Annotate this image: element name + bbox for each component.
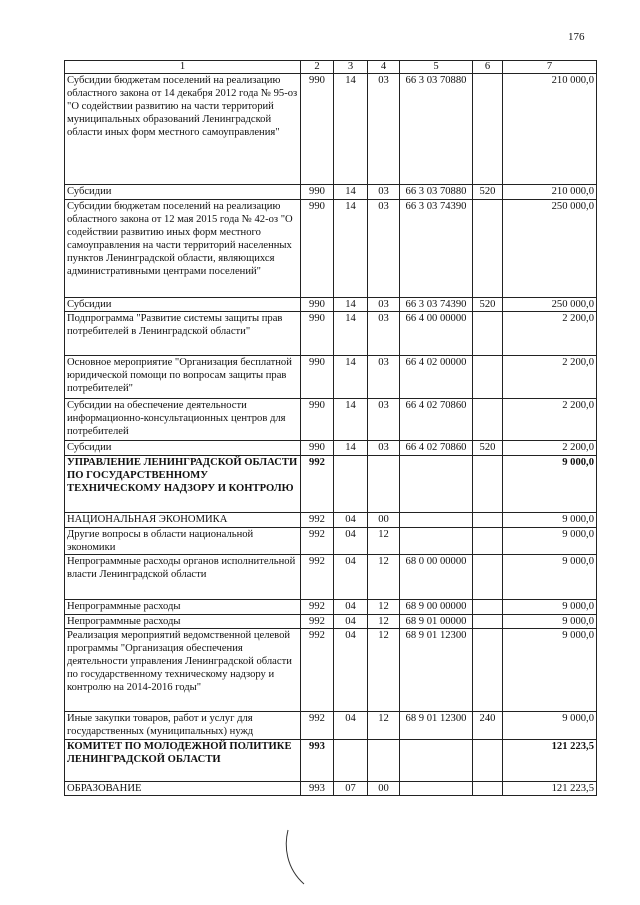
row-code: 992 (301, 513, 334, 528)
table-row (65, 185, 597, 200)
row-expense-type (473, 399, 503, 441)
table-row (65, 782, 597, 796)
row-section: 07 (334, 782, 368, 796)
row-section: 14 (334, 298, 368, 312)
table-row (65, 712, 597, 740)
row-code: 992 (301, 712, 334, 740)
row-expense-type: 240 (473, 712, 503, 740)
row-expense-type (473, 456, 503, 513)
row-section: 04 (334, 615, 368, 629)
row-expense-type (473, 615, 503, 629)
row-section: 14 (334, 74, 368, 185)
row-amount: 210 000,0 (503, 185, 597, 200)
row-target-article: 68 9 00 00000 (400, 600, 473, 615)
row-code: 992 (301, 555, 334, 600)
row-amount: 9 000,0 (503, 513, 597, 528)
column-header: 1 (65, 61, 301, 74)
row-target-article: 68 9 01 12300 (400, 629, 473, 712)
table-row (65, 513, 597, 528)
row-subsection: 03 (368, 356, 400, 399)
row-expense-type: 520 (473, 298, 503, 312)
row-code: 990 (301, 356, 334, 399)
row-target-article: 66 4 02 00000 (400, 356, 473, 399)
row-name: КОМИТЕТ ПО МОЛОДЕЖНОЙ ПОЛИТИКЕ ЛЕНИНГРАДСКОЙ ОБЛАСТИ (65, 740, 301, 782)
table-row (65, 456, 597, 513)
row-section (334, 456, 368, 513)
row-name: Субсидии (65, 441, 301, 456)
row-subsection: 03 (368, 312, 400, 356)
column-header: 3 (334, 61, 368, 74)
row-section: 04 (334, 513, 368, 528)
row-amount: 9 000,0 (503, 555, 597, 600)
row-code: 990 (301, 74, 334, 185)
row-amount: 9 000,0 (503, 456, 597, 513)
row-subsection: 03 (368, 441, 400, 456)
row-target-article: 68 0 00 00000 (400, 555, 473, 600)
row-subsection: 12 (368, 629, 400, 712)
table-row (65, 555, 597, 600)
table-row (65, 528, 597, 555)
row-amount: 2 200,0 (503, 356, 597, 399)
column-header: 2 (301, 61, 334, 74)
column-header: 5 (400, 61, 473, 74)
row-subsection (368, 456, 400, 513)
row-amount: 250 000,0 (503, 298, 597, 312)
row-target-article: 68 9 01 00000 (400, 615, 473, 629)
row-name: Другие вопросы в области национальной экономики (65, 528, 301, 555)
table-row (65, 312, 597, 356)
row-section: 14 (334, 312, 368, 356)
row-subsection: 03 (368, 298, 400, 312)
row-target-article (400, 528, 473, 555)
row-amount: 9 000,0 (503, 712, 597, 740)
row-section: 14 (334, 399, 368, 441)
row-code: 992 (301, 629, 334, 712)
row-amount: 2 200,0 (503, 312, 597, 356)
row-code: 990 (301, 185, 334, 200)
row-subsection: 03 (368, 399, 400, 441)
row-subsection: 00 (368, 513, 400, 528)
row-code: 992 (301, 456, 334, 513)
row-amount: 2 200,0 (503, 399, 597, 441)
row-code: 992 (301, 600, 334, 615)
row-target-article: 66 3 03 70880 (400, 74, 473, 185)
table-row (65, 600, 597, 615)
row-subsection: 03 (368, 200, 400, 298)
row-expense-type (473, 782, 503, 796)
row-expense-type (473, 528, 503, 555)
table-row (65, 399, 597, 441)
row-name: Реализация мероприятий ведомственной целевой программы "Организация обеспечения деятельности управления Ленинградской области по государственному техническому надзору и контролю на 2014-2016 годы" (65, 629, 301, 712)
row-section: 04 (334, 528, 368, 555)
column-header: 4 (368, 61, 400, 74)
row-section: 14 (334, 356, 368, 399)
row-amount: 2 200,0 (503, 441, 597, 456)
row-name: Подпрограмма "Развитие системы защиты прав потребителей в Ленинградской области" (65, 312, 301, 356)
row-name: Субсидии бюджетам поселений на реализацию областного закона от 12 мая 2015 года № 42-оз "О содействии развитию иных форм местного самоуправления на части территорий населенных пунктов Ленинградской области, являющихся административными центрами поселений" (65, 200, 301, 298)
row-code: 990 (301, 298, 334, 312)
row-expense-type: 520 (473, 441, 503, 456)
table-row (65, 356, 597, 399)
row-expense-type: 520 (473, 185, 503, 200)
row-name: Субсидии бюджетам поселений на реализацию областного закона от 14 декабря 2012 года № 95-оз "О содействии развитию на части территорий муниципальных образований Ленинградской области иных форм местного самоуправления" (65, 74, 301, 185)
row-code: 993 (301, 740, 334, 782)
row-target-article (400, 456, 473, 513)
row-subsection: 12 (368, 712, 400, 740)
row-name: Непрограммные расходы (65, 615, 301, 629)
table-row (65, 298, 597, 312)
row-expense-type (473, 555, 503, 600)
row-expense-type (473, 200, 503, 298)
row-target-article: 68 9 01 12300 (400, 712, 473, 740)
row-section (334, 740, 368, 782)
row-section: 14 (334, 441, 368, 456)
table-row (65, 615, 597, 629)
row-expense-type (473, 600, 503, 615)
row-subsection: 00 (368, 782, 400, 796)
row-amount: 210 000,0 (503, 74, 597, 185)
row-subsection: 12 (368, 528, 400, 555)
row-subsection: 03 (368, 74, 400, 185)
row-target-article: 66 4 02 70860 (400, 441, 473, 456)
table-row (65, 74, 597, 185)
row-target-article (400, 782, 473, 796)
row-subsection (368, 740, 400, 782)
row-expense-type (473, 356, 503, 399)
table-row (65, 200, 597, 298)
row-amount: 9 000,0 (503, 528, 597, 555)
row-target-article (400, 513, 473, 528)
row-name: Субсидии на обеспечение деятельности информационно-консультационных центров для потребителей (65, 399, 301, 441)
row-subsection: 03 (368, 185, 400, 200)
row-target-article: 66 3 03 74390 (400, 298, 473, 312)
row-section: 14 (334, 200, 368, 298)
row-amount: 121 223,5 (503, 740, 597, 782)
row-expense-type (473, 740, 503, 782)
column-header: 6 (473, 61, 503, 74)
table-row (65, 740, 597, 782)
row-code: 990 (301, 441, 334, 456)
row-amount: 250 000,0 (503, 200, 597, 298)
row-expense-type (473, 513, 503, 528)
signature-mark (282, 828, 312, 888)
row-name: ОБРАЗОВАНИЕ (65, 782, 301, 796)
row-section: 04 (334, 555, 368, 600)
row-expense-type (473, 629, 503, 712)
row-code: 990 (301, 312, 334, 356)
row-name: Основное мероприятие "Организация бесплатной юридической помощи по вопросам защиты прав потребителей" (65, 356, 301, 399)
row-name: Субсидии (65, 185, 301, 200)
row-target-article: 66 3 03 74390 (400, 200, 473, 298)
row-amount: 9 000,0 (503, 615, 597, 629)
row-section: 04 (334, 712, 368, 740)
table-row (65, 629, 597, 712)
row-section: 04 (334, 629, 368, 712)
row-target-article: 66 3 03 70880 (400, 185, 473, 200)
row-amount: 9 000,0 (503, 600, 597, 615)
row-subsection: 12 (368, 555, 400, 600)
page-number: 176 (568, 31, 585, 43)
row-target-article: 66 4 02 70860 (400, 399, 473, 441)
row-name: Субсидии (65, 298, 301, 312)
row-subsection: 12 (368, 600, 400, 615)
row-target-article: 66 4 00 00000 (400, 312, 473, 356)
column-header: 7 (503, 61, 597, 74)
table-row (65, 441, 597, 456)
row-code: 992 (301, 615, 334, 629)
row-name: УПРАВЛЕНИЕ ЛЕНИНГРАДСКОЙ ОБЛАСТИ ПО ГОСУДАРСТВЕННОМУ ТЕХНИЧЕСКОМУ НАДЗОРУ И КОНТРОЛЮ (65, 456, 301, 513)
row-name: Непрограммные расходы органов исполнительной власти Ленинградской области (65, 555, 301, 600)
header-row (65, 61, 597, 74)
row-name: Непрограммные расходы (65, 600, 301, 615)
budget-table (64, 60, 597, 796)
row-code: 990 (301, 200, 334, 298)
row-amount: 121 223,5 (503, 782, 597, 796)
row-section: 04 (334, 600, 368, 615)
row-code: 993 (301, 782, 334, 796)
row-name: Иные закупки товаров, работ и услуг для государственных (муниципальных) нужд (65, 712, 301, 740)
row-name: НАЦИОНАЛЬНАЯ ЭКОНОМИКА (65, 513, 301, 528)
row-expense-type (473, 312, 503, 356)
row-code: 992 (301, 528, 334, 555)
row-target-article (400, 740, 473, 782)
row-subsection: 12 (368, 615, 400, 629)
row-section: 14 (334, 185, 368, 200)
row-code: 990 (301, 399, 334, 441)
row-amount: 9 000,0 (503, 629, 597, 712)
row-expense-type (473, 74, 503, 185)
